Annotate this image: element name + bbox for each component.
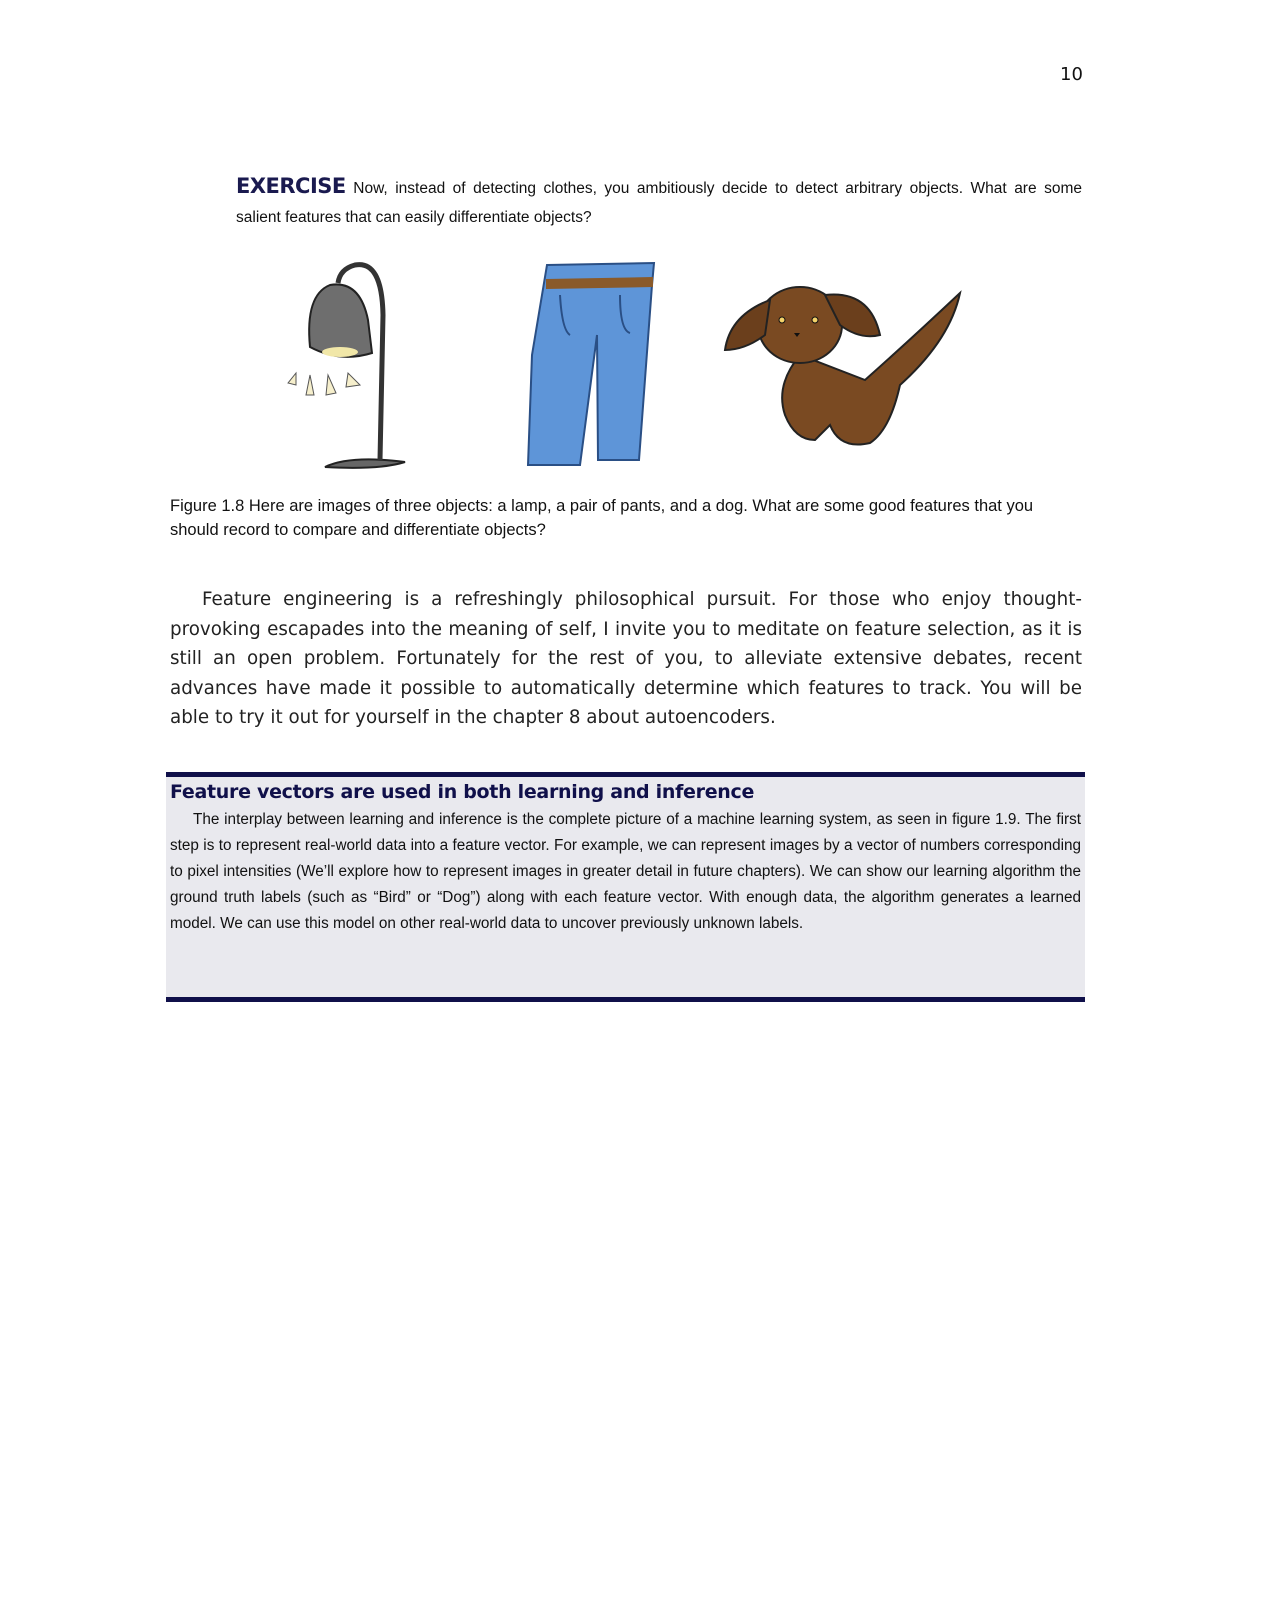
sidebar-title: Feature vectors are used in both learning and inference [170, 781, 755, 803]
page-number: 10 [1060, 64, 1083, 85]
exercise-label: EXERCISE [236, 174, 346, 198]
sidebar-text: The interplay between learning and inference is the complete picture of a machine learning system, as seen in figure 1.9. The first step is to represent real-world data into a feature vector. For example, we can represent images by a vector of numbers corresponding to pixel intensities (We’ll explore how to represent images in greater detail in future chapters). We can show our learning algorithm the ground truth labels (such as “Bird” or “Dog”) along with each feature vector. With enough data, the algorithm generates a learned model. We can use this model on other real-world data to uncover previously unknown labels. [170, 811, 1081, 932]
exercise [236, 172, 1082, 232]
body-text [170, 585, 1082, 733]
pants-icon [528, 263, 654, 465]
body-paragraph: Feature engineering is a refreshingly philosophical pursuit. For those who enjoy thought-provoking escapades into the meaning of self, I invite you to meditate on feature selection, as it is still an open problem. Fortunately for the rest of you, to alleviate extensive debates, recent advances have made it possible to automatically determine which features to track. You will be able to try it out for yourself in the chapter 8 about autoencoders. [170, 589, 1082, 728]
sidebar-box [166, 772, 1085, 1002]
lamp-icon [288, 265, 405, 468]
figure-1-8 [270, 255, 990, 480]
dog-icon [725, 287, 960, 445]
figure-caption: Figure 1.8 Here are images of three objects: a lamp, a pair of pants, and a dog. What are some good features that you should record to compare and differentiate objects? [170, 497, 1034, 539]
exercise-text: Now, instead of detecting clothes, you ambitiously decide to detect arbitrary objects. What are some salient features that can easily differentiate objects? [236, 180, 1082, 226]
